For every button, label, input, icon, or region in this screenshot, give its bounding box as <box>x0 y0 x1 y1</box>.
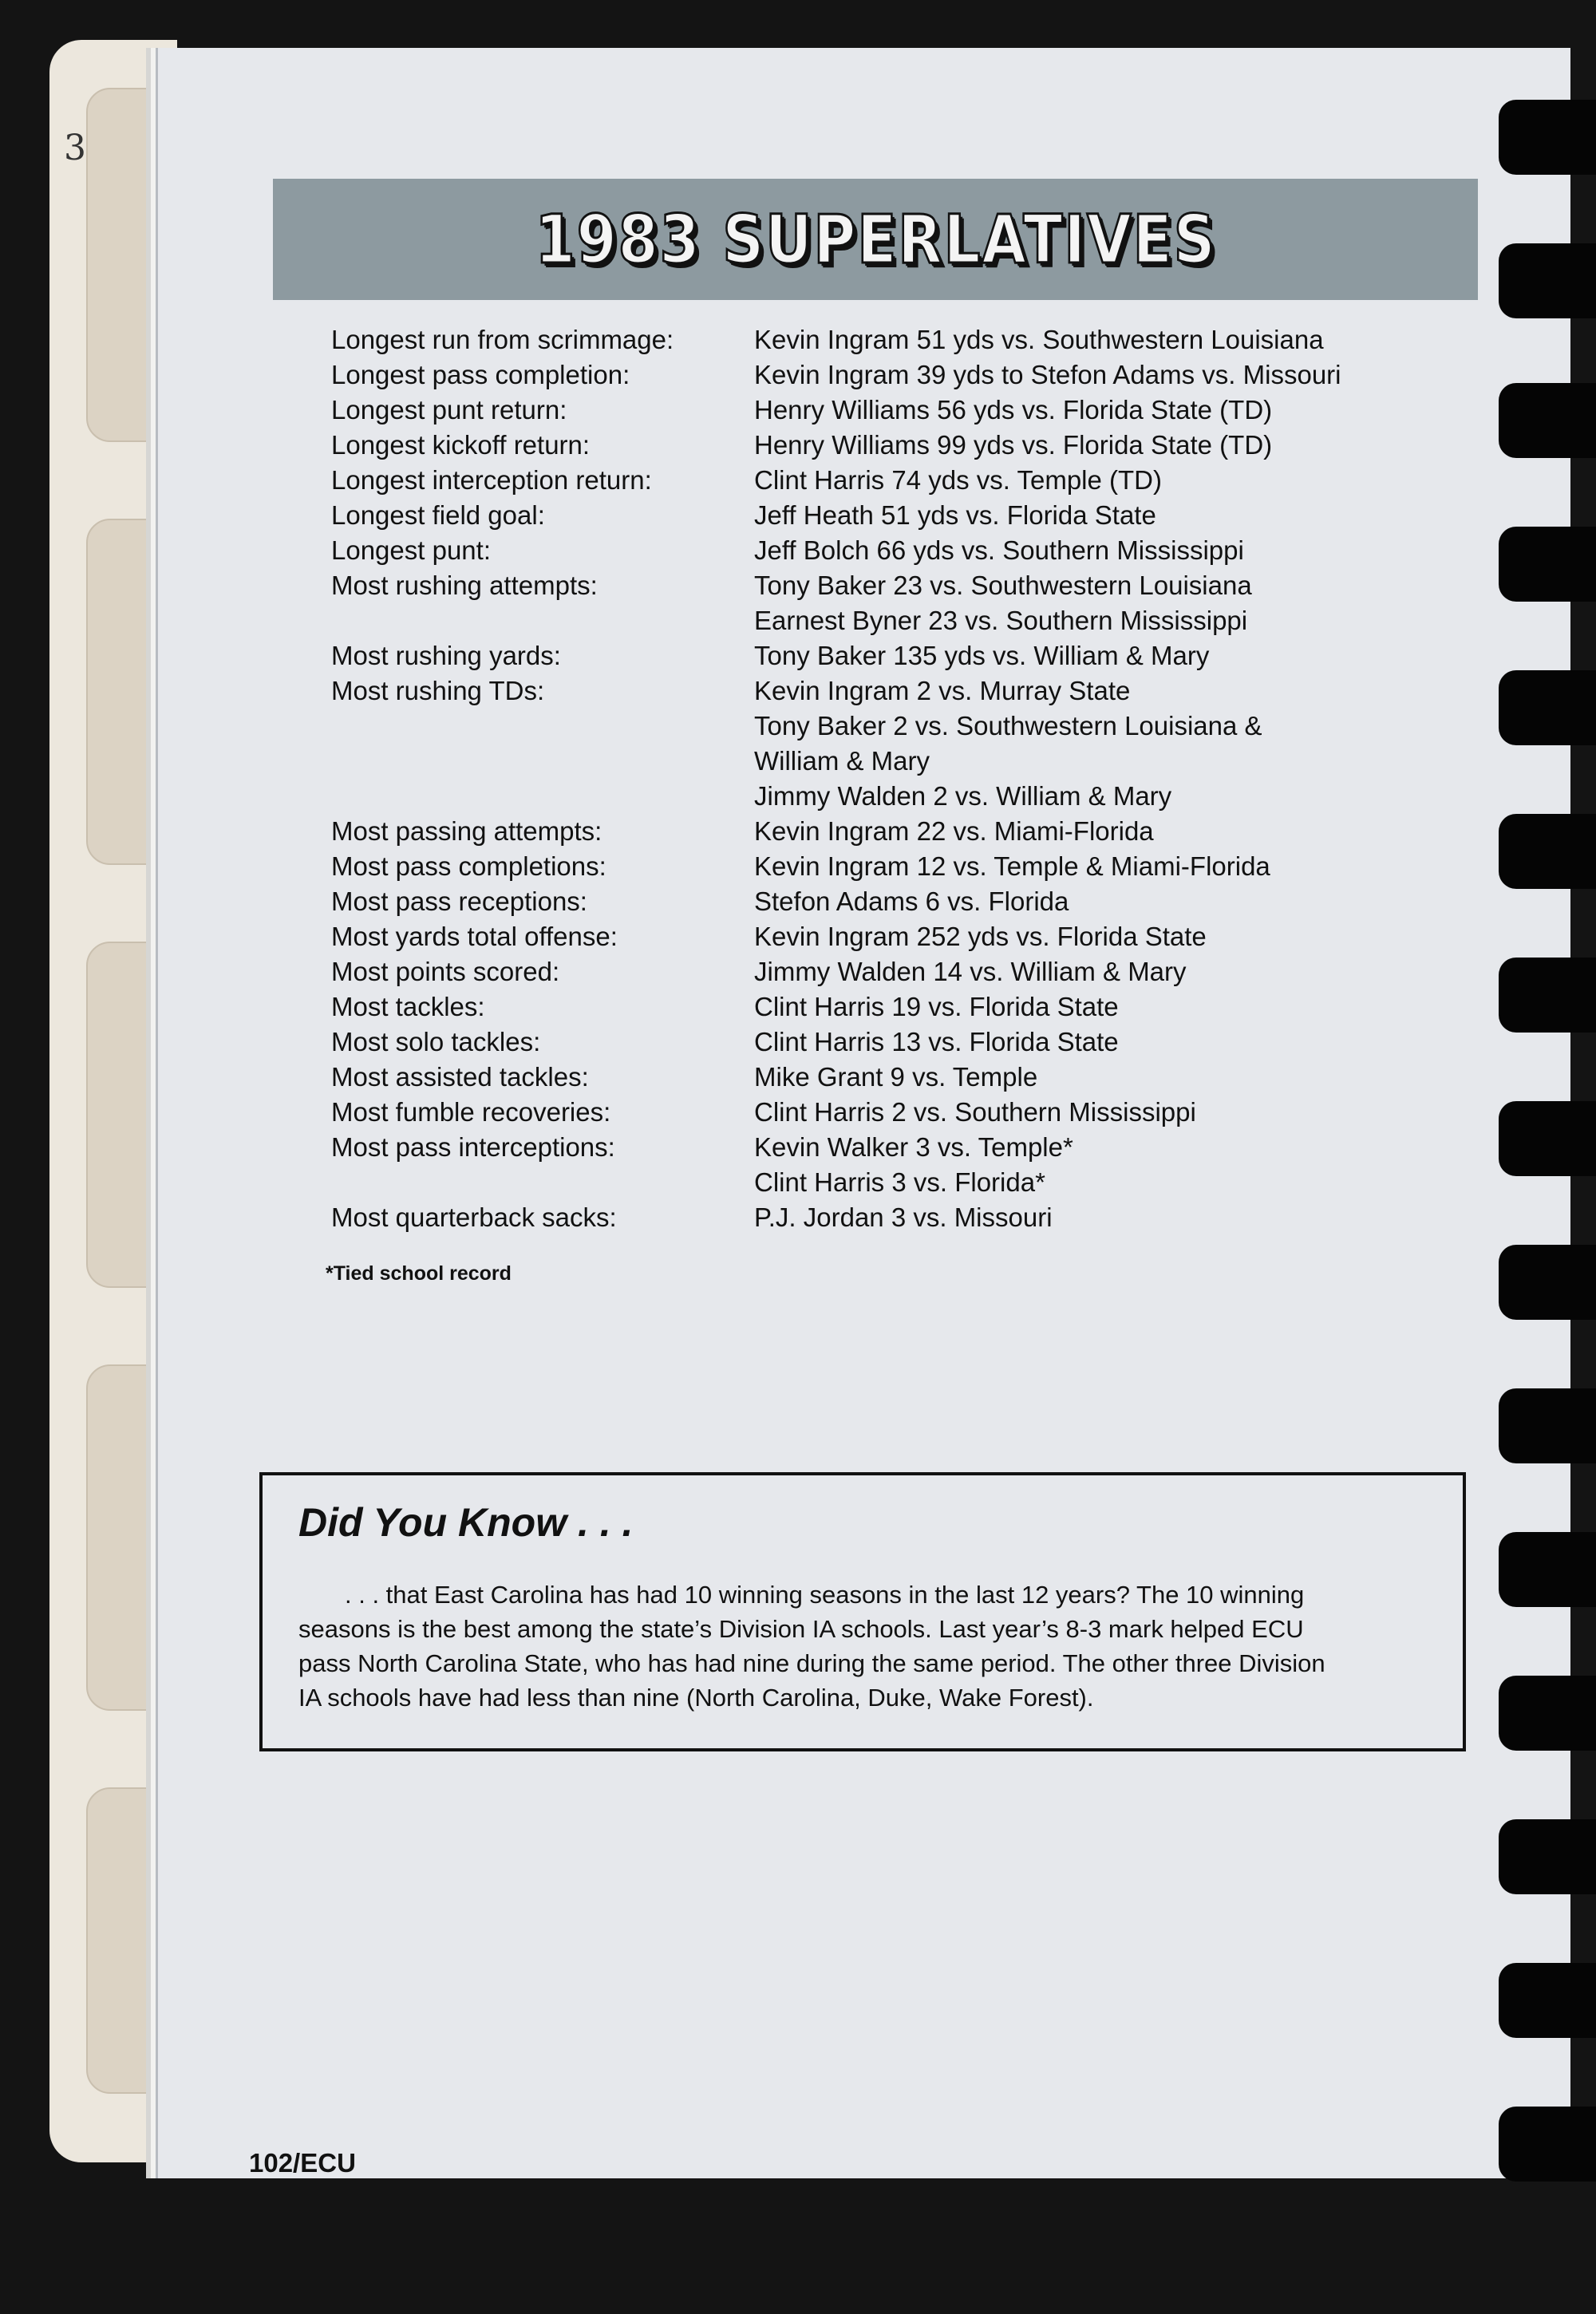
binding-ring <box>1499 814 1596 889</box>
binding-ring <box>1499 383 1596 458</box>
record-holder: Jimmy Walden 14 vs. William & Mary <box>754 957 1187 986</box>
record-holder: Henry Williams 56 yds vs. Florida State (TD) <box>754 395 1273 424</box>
record-label: Most pass receptions: <box>331 887 587 916</box>
record-label: Longest punt return: <box>331 395 567 424</box>
record-label: Most pass completions: <box>331 851 606 881</box>
record-row <box>331 814 1464 849</box>
record-row <box>331 1060 1464 1095</box>
did-you-know-line: seasons is the best among the state’s Division IA schools. Last year’s 8-3 mark helped ECU <box>298 1615 1304 1643</box>
did-you-know-line: pass North Carolina State, who has had nine during the same period. The other three Division <box>298 1649 1325 1677</box>
page-number: 102/ECU <box>249 2148 356 2178</box>
did-you-know-body <box>298 1578 1432 1715</box>
did-you-know-line: IA schools have had less than nine (North Carolina, Duke, Wake Forest). <box>298 1684 1094 1712</box>
record-row <box>331 849 1464 884</box>
record-holder: Tony Baker 23 vs. Southwestern Louisiana <box>754 571 1252 600</box>
footnote: *Tied school record <box>326 1262 512 1285</box>
record-holder: Clint Harris 74 yds vs. Temple (TD) <box>754 465 1163 495</box>
record-label: Longest kickoff return: <box>331 430 591 460</box>
binding-ring <box>1499 527 1596 602</box>
record-holder: Stefon Adams 6 vs. Florida <box>754 887 1069 916</box>
record-label: Most solo tackles: <box>331 1027 541 1056</box>
record-row <box>331 533 1464 568</box>
superlatives-list <box>331 322 1464 1235</box>
record-label: Most points scored: <box>331 957 560 986</box>
record-label: Longest field goal: <box>331 500 545 530</box>
record-holder: P.J. Jordan 3 vs. Missouri <box>754 1202 1053 1232</box>
record-row <box>331 322 1464 357</box>
record-holder: Clint Harris 3 vs. Florida* <box>754 1167 1045 1197</box>
binding-ring <box>1499 243 1596 318</box>
record-label: Most fumble recoveries: <box>331 1097 611 1127</box>
record-row <box>331 954 1464 989</box>
record-holder: Jeff Bolch 66 yds vs. Southern Mississippi <box>754 535 1244 565</box>
record-holder: Clint Harris 2 vs. Southern Mississippi <box>754 1097 1196 1127</box>
did-you-know-title: Did You Know . . . <box>298 1500 634 1545</box>
record-holder: Clint Harris 19 vs. Florida State <box>754 992 1119 1021</box>
record-row <box>331 393 1464 428</box>
record-holder: Clint Harris 13 vs. Florida State <box>754 1027 1119 1056</box>
record-holder: Kevin Ingram 2 vs. Murray State <box>754 676 1131 705</box>
binding-ring <box>1499 100 1596 175</box>
record-row <box>331 884 1464 919</box>
binding-ring <box>1499 1101 1596 1176</box>
did-you-know-line: . . . that East Carolina has had 10 winning seasons in the last 12 years? The 10 winning <box>345 1581 1305 1609</box>
record-holder: Kevin Ingram 39 yds to Stefon Adams vs. Missouri <box>754 360 1341 389</box>
binding-ring <box>1499 958 1596 1033</box>
binding-ring <box>1499 1819 1596 1894</box>
record-holder: Jeff Heath 51 yds vs. Florida State <box>754 500 1156 530</box>
binding-ring <box>1499 1532 1596 1607</box>
record-row <box>331 357 1464 393</box>
record-holder: Earnest Byner 23 vs. Southern Mississippi <box>754 606 1248 635</box>
record-label: Most yards total offense: <box>331 922 618 951</box>
record-label: Most assisted tackles: <box>331 1062 589 1092</box>
header-banner <box>273 179 1478 300</box>
record-label: Most rushing yards: <box>331 641 561 670</box>
record-holder: William & Mary <box>754 746 930 776</box>
record-holder: Kevin Ingram 252 yds vs. Florida State <box>754 922 1207 951</box>
record-holder: Kevin Walker 3 vs. Temple* <box>754 1132 1073 1162</box>
record-row <box>331 673 1464 814</box>
record-holder: Tony Baker 135 yds vs. William & Mary <box>754 641 1210 670</box>
margin-note: 3 <box>64 128 86 168</box>
record-row <box>331 568 1464 638</box>
record-label: Most rushing TDs: <box>331 676 545 705</box>
record-label: Longest run from scrimmage: <box>331 325 674 354</box>
record-row <box>331 463 1464 498</box>
record-holder: Henry Williams 99 yds vs. Florida State (TD) <box>754 430 1273 460</box>
record-row <box>331 1200 1464 1235</box>
record-holder: Mike Grant 9 vs. Temple <box>754 1062 1038 1092</box>
record-label: Most rushing attempts: <box>331 571 598 600</box>
record-row <box>331 1130 1464 1200</box>
binding-ring <box>1499 1388 1596 1463</box>
record-row <box>331 919 1464 954</box>
binding-ring <box>1499 1676 1596 1751</box>
record-holder: Kevin Ingram 22 vs. Miami-Florida <box>754 816 1154 846</box>
binding-ring <box>1499 670 1596 745</box>
binding-ring <box>1499 1963 1596 2038</box>
record-holder: Jimmy Walden 2 vs. William & Mary <box>754 781 1172 811</box>
record-label: Most tackles: <box>331 992 485 1021</box>
did-you-know-box <box>259 1472 1466 1751</box>
binding-ring <box>1499 2107 1596 2182</box>
record-row <box>331 428 1464 463</box>
page-title: 1983 SUPERLATIVES <box>535 200 1216 278</box>
record-holder: Kevin Ingram 51 yds vs. Southwestern Louisiana <box>754 325 1324 354</box>
record-row <box>331 498 1464 533</box>
record-label: Most passing attempts: <box>331 816 602 846</box>
record-holder: Tony Baker 2 vs. Southwestern Louisiana & <box>754 711 1262 740</box>
record-holder: Kevin Ingram 12 vs. Temple & Miami-Florida <box>754 851 1270 881</box>
record-label: Most quarterback sacks: <box>331 1202 617 1232</box>
record-row <box>331 1095 1464 1130</box>
record-label: Most pass interceptions: <box>331 1132 615 1162</box>
record-label: Longest pass completion: <box>331 360 630 389</box>
record-label: Longest punt: <box>331 535 491 565</box>
record-row <box>331 638 1464 673</box>
record-label: Longest interception return: <box>331 465 652 495</box>
record-row <box>331 989 1464 1025</box>
binding-ring <box>1499 1245 1596 1320</box>
record-row <box>331 1025 1464 1060</box>
